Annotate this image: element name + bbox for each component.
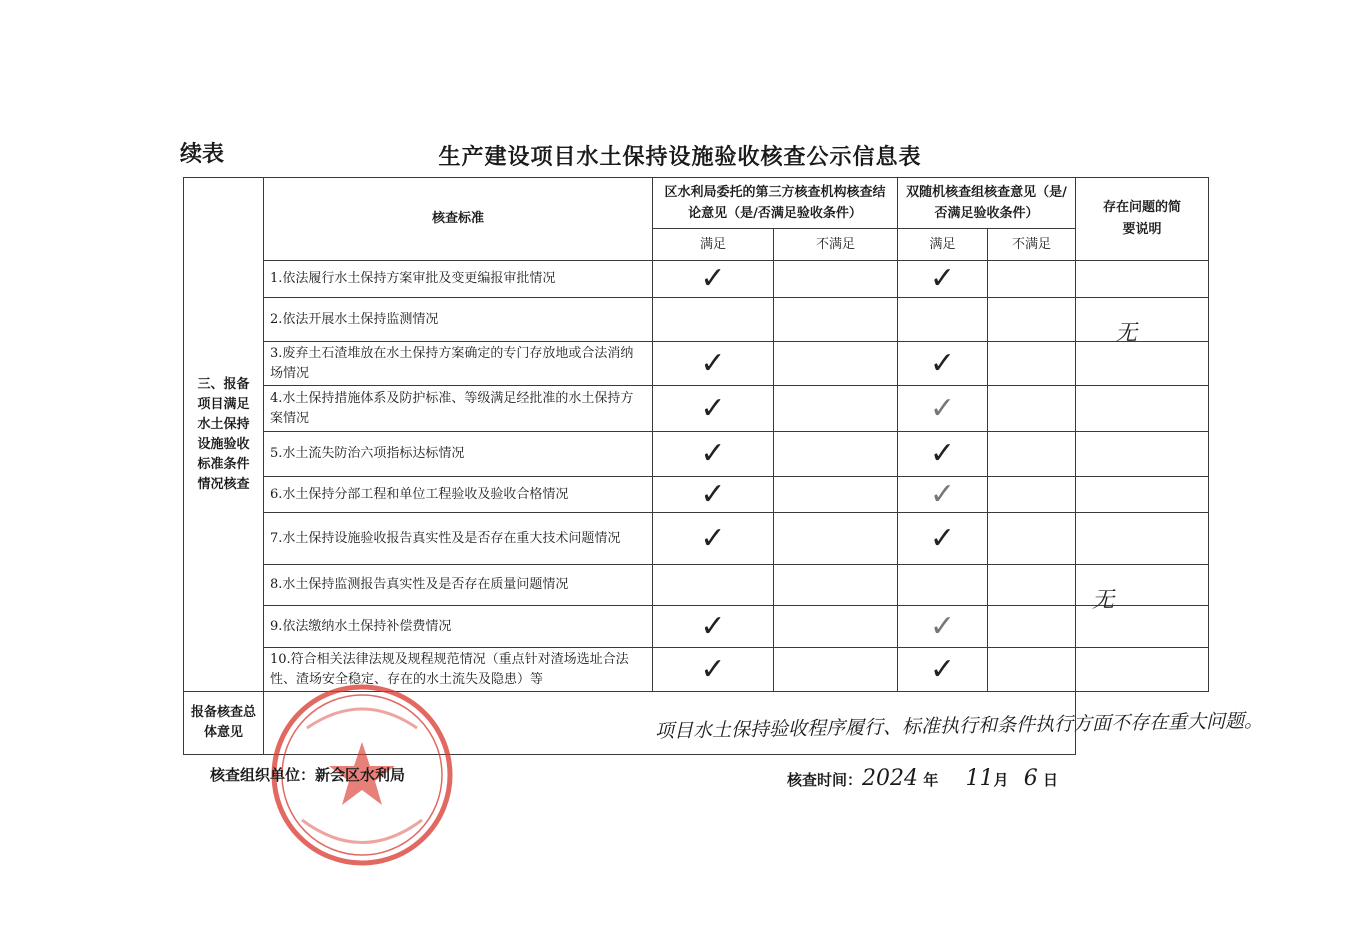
rd-check-7: ✓ bbox=[898, 513, 988, 565]
rd-not-satisfied-header: 不满足 bbox=[988, 229, 1076, 261]
inspection-organization bbox=[210, 764, 405, 785]
rd-empty-6 bbox=[988, 477, 1076, 513]
tp-empty-7 bbox=[774, 513, 898, 565]
rd-check-2 bbox=[898, 298, 988, 342]
problem-header: 存在问题的简要说明 bbox=[1076, 178, 1209, 261]
date-day-unit: 日 bbox=[1042, 771, 1058, 789]
criteria-row-7: 7.水土保持设施验收报告真实性及是否存在重大技术问题情况 bbox=[264, 513, 653, 565]
inspection-table bbox=[183, 177, 1209, 755]
criteria-header: 核查标准 bbox=[264, 178, 653, 261]
rd-check-5: ✓ bbox=[898, 432, 988, 477]
tp-empty-6 bbox=[774, 477, 898, 513]
rd-empty-3 bbox=[988, 342, 1076, 386]
rd-empty-7 bbox=[988, 513, 1076, 565]
tp-empty-5 bbox=[774, 432, 898, 477]
date-label: 核查时间： bbox=[787, 771, 863, 789]
rd-check-8 bbox=[898, 565, 988, 606]
rd-empty-10 bbox=[988, 648, 1076, 692]
third-party-header: 区水利局委托的第三方核查机构核查结论意见（是/否满足验收条件） bbox=[653, 178, 898, 229]
tp-check-6: ✓ bbox=[653, 477, 774, 513]
page-title: 生产建设项目水土保持设施验收核查公示信息表 bbox=[438, 145, 922, 170]
tp-not-satisfied-header: 不满足 bbox=[774, 229, 898, 261]
tp-satisfied-header: 满足 bbox=[653, 229, 774, 261]
rd-empty-2 bbox=[988, 298, 1076, 342]
rd-empty-8 bbox=[988, 565, 1076, 606]
tp-check-4: ✓ bbox=[653, 386, 774, 432]
tp-empty-9 bbox=[774, 606, 898, 648]
rd-check-4: ✓ bbox=[898, 386, 988, 432]
tp-empty-10 bbox=[774, 648, 898, 692]
tp-check-10: ✓ bbox=[653, 648, 774, 692]
tp-check-3: ✓ bbox=[653, 342, 774, 386]
date-month-unit: 月 bbox=[993, 771, 1009, 789]
tp-check-5: ✓ bbox=[653, 432, 774, 477]
date-year-unit: 年 bbox=[923, 771, 939, 789]
criteria-row-3: 3.废弃土石渣堆放在水土保持方案确定的专门存放地或合法消纳场情况 bbox=[264, 342, 653, 386]
tp-empty-4 bbox=[774, 386, 898, 432]
tp-check-9: ✓ bbox=[653, 606, 774, 648]
date-day: 6 bbox=[1023, 766, 1038, 791]
tp-empty-2 bbox=[774, 298, 898, 342]
date-month: 11 bbox=[965, 766, 994, 791]
tp-check-2 bbox=[653, 298, 774, 342]
criteria-row-5: 5.水土流失防治六项指标达标情况 bbox=[264, 432, 653, 477]
criteria-row-8: 8.水土保持监测报告真实性及是否存在质量问题情况 bbox=[264, 565, 653, 606]
problem-cell-7 bbox=[1076, 513, 1209, 565]
rd-satisfied-header: 满足 bbox=[898, 229, 988, 261]
problem-cell-6 bbox=[1076, 477, 1209, 513]
rd-check-3: ✓ bbox=[898, 342, 988, 386]
random-check-header: 双随机核查组核查意见（是/否满足验收条件） bbox=[898, 178, 1076, 229]
problem-cell-3 bbox=[1076, 342, 1209, 386]
problem-cell-4 bbox=[1076, 386, 1209, 432]
problem-none-2: 无 bbox=[1092, 588, 1115, 613]
rd-check-10: ✓ bbox=[898, 648, 988, 692]
problem-cell-2 bbox=[1076, 298, 1209, 342]
tp-empty-1 bbox=[774, 261, 898, 298]
problem-cell-1 bbox=[1076, 261, 1209, 298]
criteria-row-9: 9.依法缴纳水土保持补偿费情况 bbox=[264, 606, 653, 648]
criteria-row-4: 4.水土保持措施体系及防护标准、等级满足经批准的水土保持方案情况 bbox=[264, 386, 653, 432]
section-label: 三、报备项目满足水土保持设施验收标准条件情况核查 bbox=[184, 178, 264, 692]
rd-empty-1 bbox=[988, 261, 1076, 298]
rd-empty-9 bbox=[988, 606, 1076, 648]
criteria-row-2: 2.依法开展水土保持监测情况 bbox=[264, 298, 653, 342]
tp-empty-3 bbox=[774, 342, 898, 386]
problem-cell-5 bbox=[1076, 432, 1209, 477]
overall-opinion-text: 项目水土保持验收程序履行、标准执行和条件执行方面不存在重大问题。 bbox=[654, 709, 1264, 743]
org-label: 核查组织单位： bbox=[210, 766, 316, 784]
rd-check-9: ✓ bbox=[898, 606, 988, 648]
rd-check-1: ✓ bbox=[898, 261, 988, 298]
date-year: 2024 bbox=[862, 766, 919, 791]
criteria-row-6: 6.水土保持分部工程和单位工程验收及验收合格情况 bbox=[264, 477, 653, 513]
continued-label: 续表 bbox=[180, 142, 225, 167]
problem-cell-10 bbox=[1076, 648, 1209, 692]
tp-check-8 bbox=[653, 565, 774, 606]
criteria-row-10: 10.符合相关法律法规及规程规范情况（重点针对渣场选址合法性、渣场安全稳定、存在的水土流失及隐患）等 bbox=[264, 648, 653, 692]
org-value: 新会区水利局 bbox=[315, 766, 406, 784]
rd-empty-4 bbox=[988, 386, 1076, 432]
rd-empty-5 bbox=[988, 432, 1076, 477]
rd-check-6: ✓ bbox=[898, 477, 988, 513]
inspection-date bbox=[787, 766, 1058, 791]
tp-check-1: ✓ bbox=[653, 261, 774, 298]
criteria-row-1: 1.依法履行水土保持方案审批及变更编报审批情况 bbox=[264, 261, 653, 298]
problem-none-1: 无 bbox=[1115, 321, 1138, 346]
tp-empty-8 bbox=[774, 565, 898, 606]
tp-check-7: ✓ bbox=[653, 513, 774, 565]
overall-opinion-label: 报备核查总体意见 bbox=[184, 692, 264, 755]
